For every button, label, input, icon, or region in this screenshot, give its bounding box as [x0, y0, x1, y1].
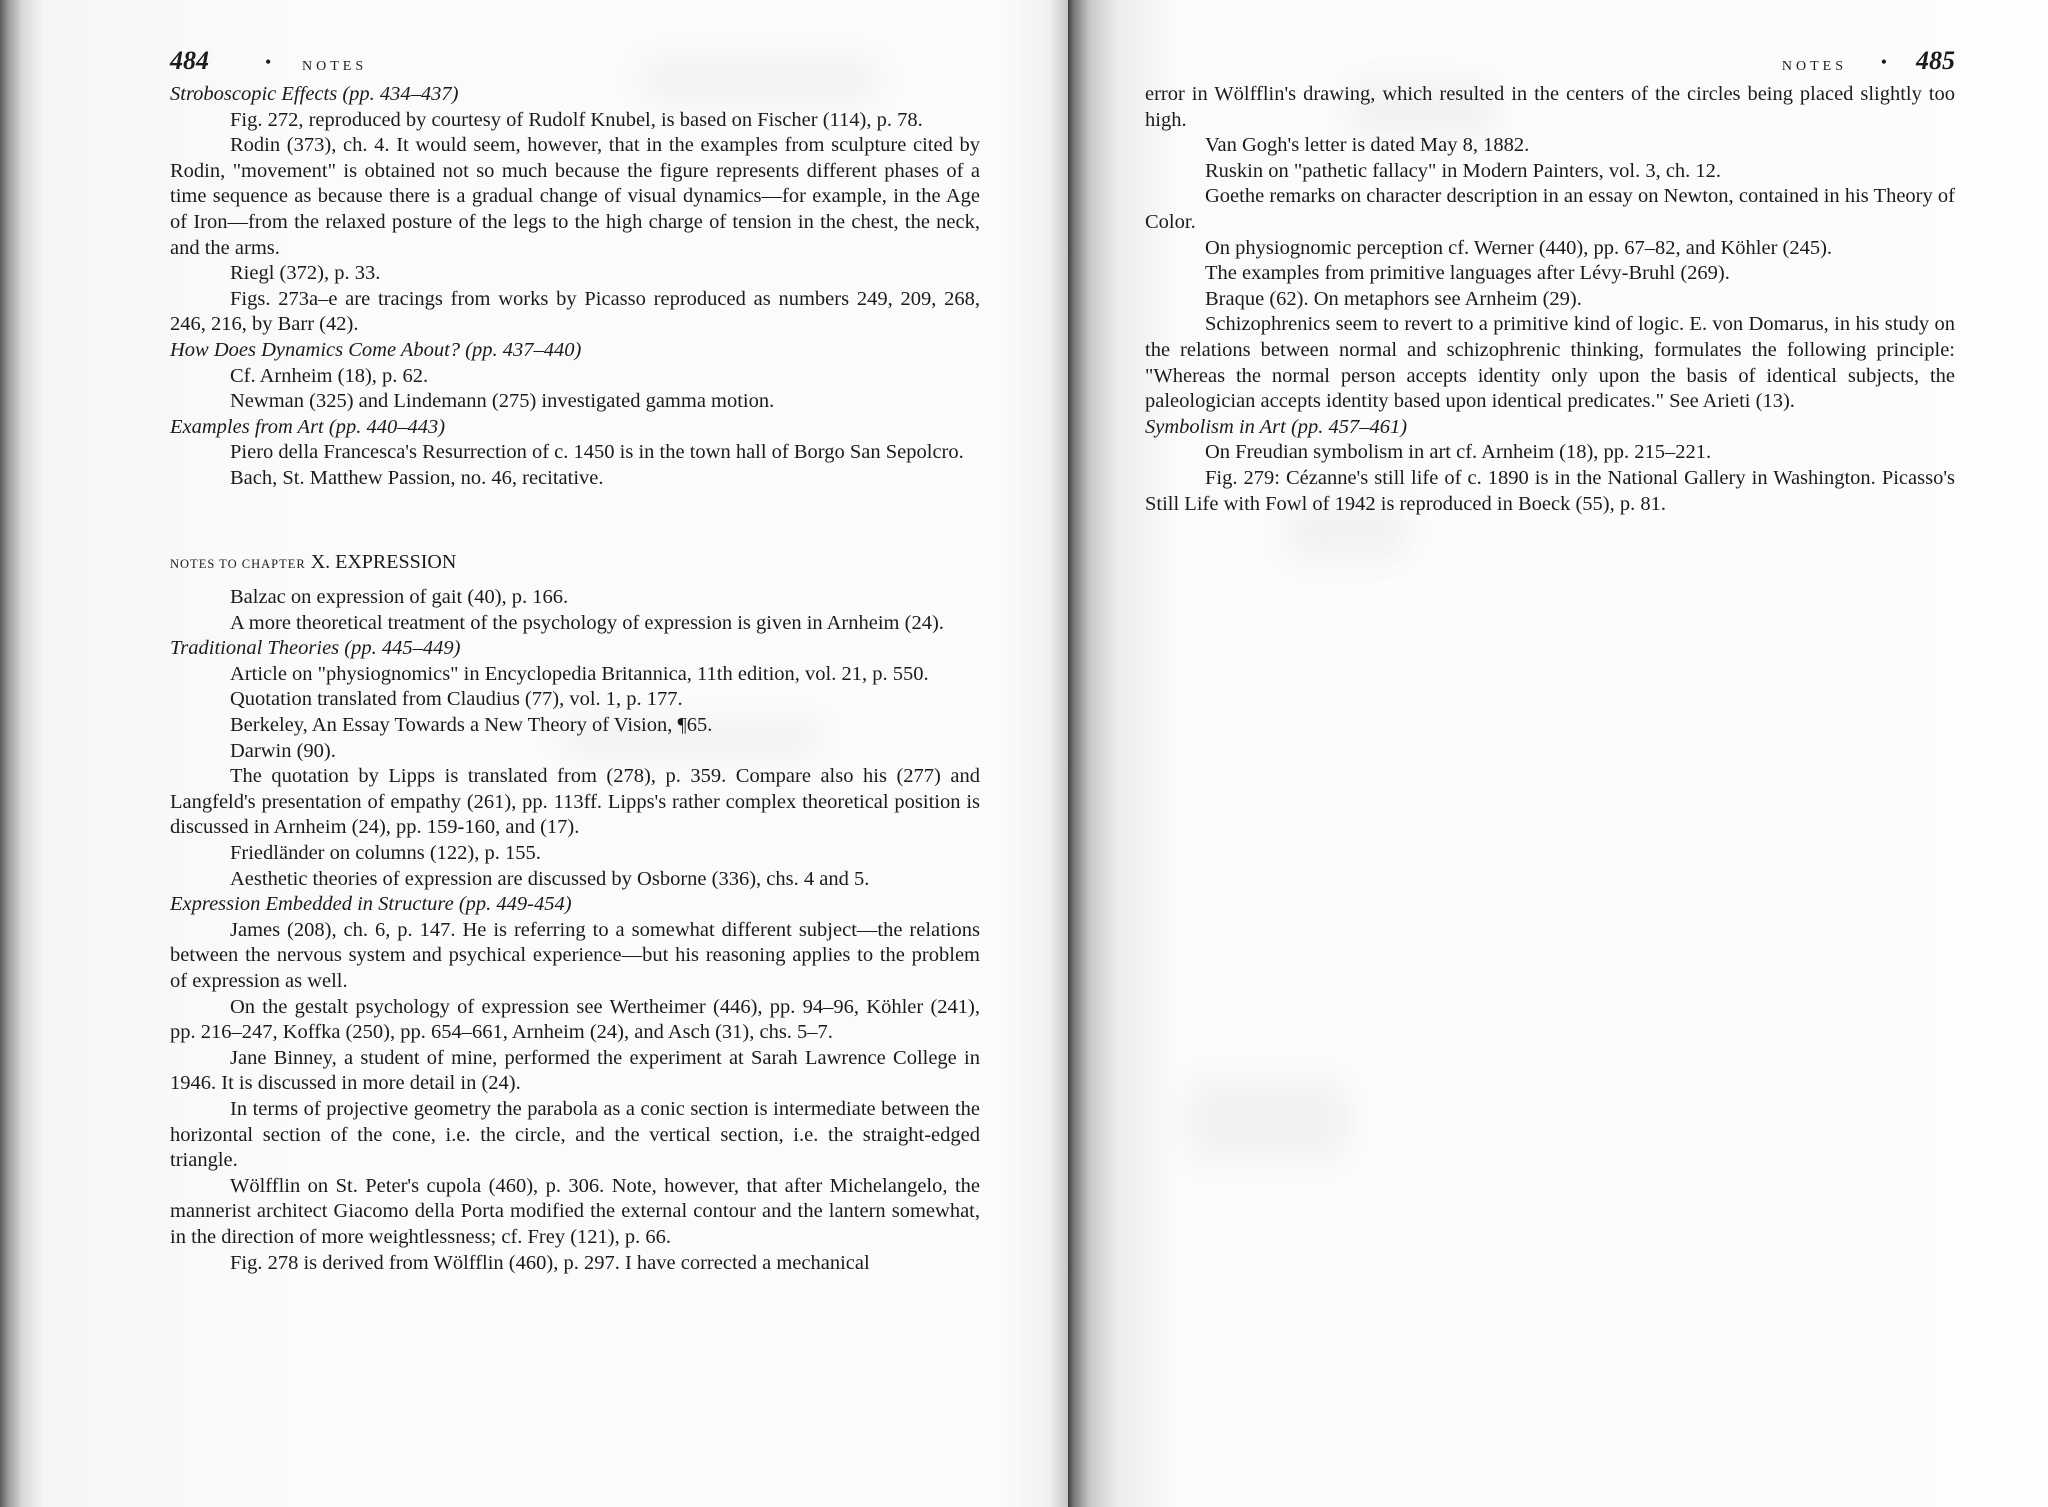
header-bullet: •: [1880, 52, 1887, 72]
note-paragraph: James (208), ch. 6, p. 147. He is referring to a somewhat different subject—the relations between the nervous system and psychical experience—but his reasoning applies to the problem of expression as well.: [170, 918, 980, 992]
note-paragraph: Ruskin on "pathetic fallacy" in Modern Painters, vol. 3, ch. 12.: [1205, 159, 1722, 182]
note-paragraph: Van Gogh's letter is dated May 8, 1882.: [1205, 134, 1530, 157]
running-head: NOTES: [1781, 59, 1847, 74]
section-heading: Stroboscopic Effects (pp. 434–437): [170, 83, 459, 105]
note-paragraph: Piero della Francesca's Resurrection of c. 1450 is in the town hall of Borgo San Sepolcro.: [230, 441, 964, 464]
page-number: 484: [170, 46, 209, 75]
note-paragraph: Schizophrenics seem to revert to a primitive kind of logic. E. von Domarus, in his study on the relations between normal and schizophrenic thinking, formulates the following principle: "Whereas the normal person accepts identity only upon the basis of identical subjects, the paleologician accepts identity based upon identical predicates." See Arieti (13).: [1145, 313, 1955, 413]
note-paragraph: Braque (62). On metaphors see Arnheim (29).: [1205, 287, 1582, 310]
note-paragraph: In terms of projective geometry the parabola as a conic section is intermediate between the horizontal section of the cone, i.e. the circle, and the vertical section, i.e. the straight-edged triangle.: [170, 1097, 980, 1172]
page-header: [170, 48, 980, 76]
right-text-column: [1145, 48, 1955, 517]
note-paragraph: Rodin (373), ch. 4. It would seem, however, that in the examples from sculpture cited by Rodin, "movement" is obtained not so much because the figure represents different phases of a time sequence as because there is a gradual change of visual dynamics—for example, in the Age of Iron—from the relaxed posture of the legs to the high charge of tension in the chest, the neck, and the arms.: [170, 134, 980, 259]
note-paragraph: Jane Binney, a student of mine, performed the experiment at Sarah Lawrence College in 1946. It is discussed in more detail in (24).: [170, 1046, 980, 1095]
left-text-column: [170, 48, 980, 1276]
note-paragraph: Figs. 273a–e are tracings from works by Picasso reproduced as numbers 249, 209, 268, 246, 216, by Barr (42).: [170, 287, 980, 336]
note-paragraph: Quotation translated from Claudius (77), vol. 1, p. 177.: [230, 688, 683, 711]
running-head: NOTES: [302, 59, 368, 74]
right-page: [1068, 0, 2048, 1507]
page-header: [1145, 48, 1955, 76]
section-heading: Traditional Theories (pp. 445–449): [170, 637, 461, 660]
note-paragraph: Bach, St. Matthew Passion, no. 46, recitative.: [230, 466, 604, 489]
note-paragraph: On the gestalt psychology of expression see Wertheimer (446), pp. 94–96, Köhler (241), pp. 216–247, Koffka (250), pp. 654–661, Arnheim (24), and Asch (31), chs. 5–7.: [170, 995, 980, 1044]
note-paragraph: Goethe remarks on character description in an essay on Newton, contained in his Theory of Color.: [1145, 185, 1955, 233]
note-paragraph: Cf. Arnheim (18), p. 62.: [230, 364, 429, 387]
note-paragraph: Fig. 272, reproduced by courtesy of Rudolf Knubel, is based on Fischer (114), p. 78.: [230, 108, 923, 131]
bleed-through-shadow: [1188, 1080, 1348, 1160]
note-paragraph: Fig. 278 is derived from Wölfflin (460), p. 297. I have corrected a mechanical: [230, 1251, 870, 1274]
section-heading: Symbolism in Art (pp. 457–461): [1145, 415, 1408, 438]
header-bullet: •: [265, 52, 272, 72]
section-heading: Expression Embedded in Structure (pp. 449-454): [170, 893, 572, 916]
chapter-title: X. EXPRESSION: [310, 550, 457, 573]
note-paragraph: The quotation by Lipps is translated from (278), p. 359. Compare also his (277) and Langfeld's presentation of empathy (261), pp. 113ff. Lipps's rather complex theoretical position is discussed in Arnheim (24), pp. 159-160, and (17).: [170, 765, 980, 839]
note-paragraph: Article on "physiognomics" in Encyclopedia Britannica, 11th edition, vol. 21, p. 550.: [230, 662, 929, 685]
note-paragraph: Wölfflin on St. Peter's cupola (460), p. 306. Note, however, that after Michelangelo, the mannerist architect Giacomo della Porta modified the external contour and the lantern somewhat, in the direction of more weightlessness; cf. Frey (121), p. 66.: [170, 1174, 980, 1248]
note-paragraph: Berkeley, An Essay Towards a New Theory of Vision, ¶65.: [230, 714, 713, 737]
note-paragraph: Newman (325) and Lindemann (275) investigated gamma motion.: [230, 390, 775, 413]
note-paragraph: Riegl (372), p. 33.: [230, 262, 381, 285]
note-paragraph: On physiognomic perception cf. Werner (440), pp. 67–82, and Köhler (245).: [1205, 236, 1833, 259]
section-heading: How Does Dynamics Come About? (pp. 437–440): [170, 338, 582, 361]
note-paragraph: Balzac on expression of gait (40), p. 166.: [230, 586, 569, 609]
note-paragraph: The examples from primitive languages after Lévy-Bruhl (269).: [1205, 262, 1730, 285]
note-paragraph: A more theoretical treatment of the psychology of expression is given in Arnheim (24).: [230, 611, 944, 634]
note-paragraph-continued: error in Wölfflin's drawing, which resulted in the centers of the circles being placed slightly too high.: [1145, 83, 1955, 131]
note-paragraph: Aesthetic theories of expression are discussed by Osborne (336), chs. 4 and 5.: [230, 867, 870, 890]
chapter-heading: [170, 550, 980, 578]
chapter-prefix: NOTES TO CHAPTER: [170, 556, 306, 571]
note-paragraph: Darwin (90).: [230, 739, 336, 762]
note-paragraph: Fig. 279: Cézanne's still life of c. 1890 is in the National Gallery in Washington. Picasso's Still Life with Fowl of 1942 is reproduced in Boeck (55), p. 81.: [1145, 466, 1955, 515]
note-paragraph: Friedländer on columns (122), p. 155.: [230, 842, 541, 865]
page-number: 485: [1916, 46, 1955, 75]
section-heading: Examples from Art (pp. 440–443): [170, 415, 446, 438]
note-paragraph: On Freudian symbolism in art cf. Arnheim (18), pp. 215–221.: [1205, 441, 1712, 464]
